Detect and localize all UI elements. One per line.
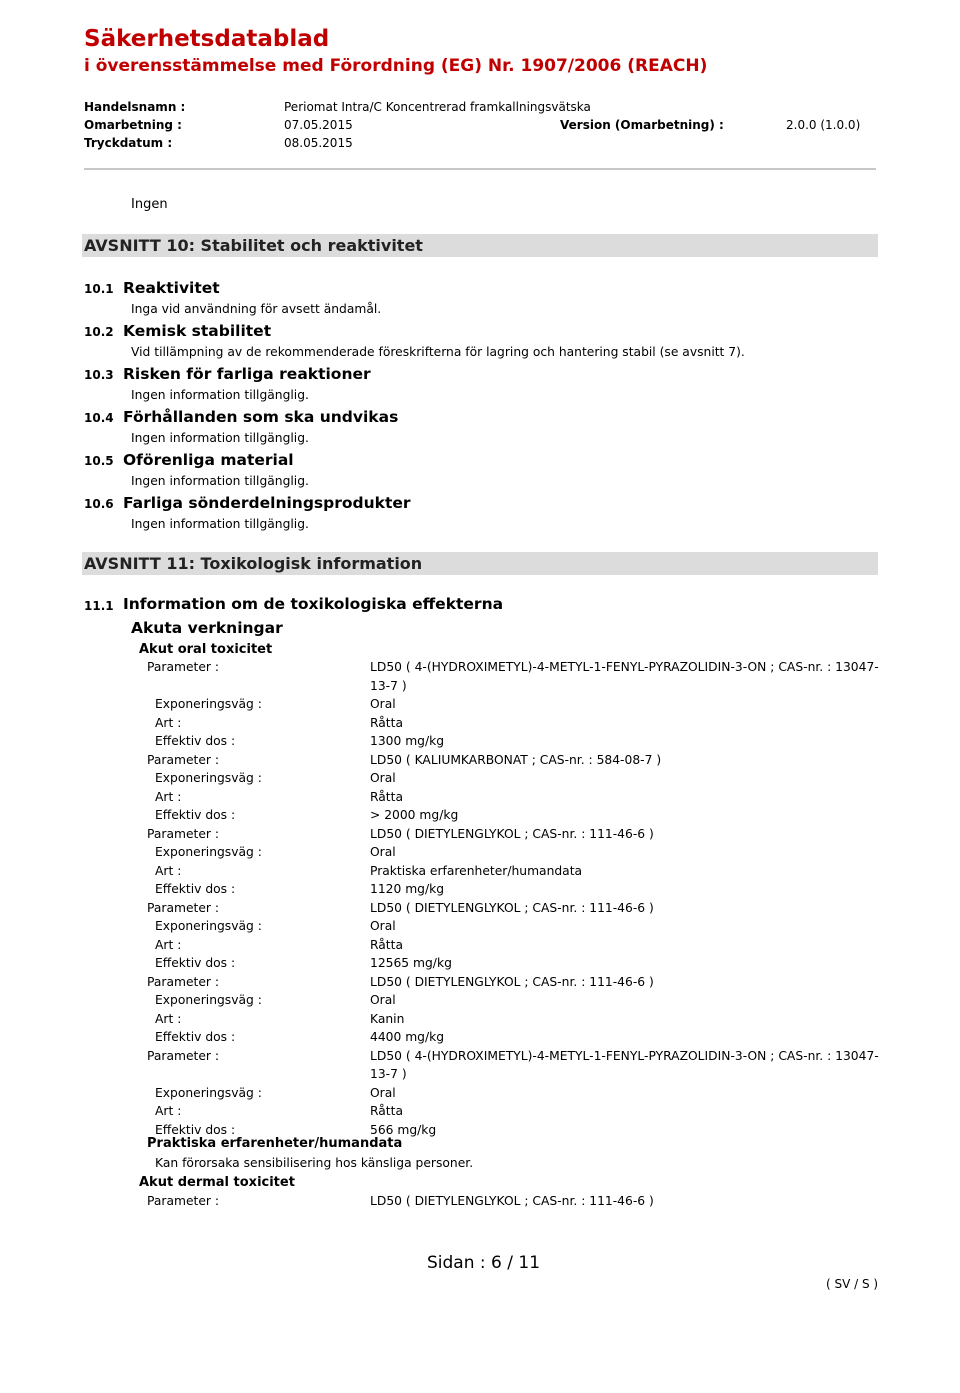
subsection-number: 10.1 [84,282,114,296]
parameter-value-cont: 13-7 ) [370,679,407,693]
parameter-label: Parameter : [147,660,220,674]
trade-name-value: Periomat Intra/C Koncentrerad framkallningsvätska [284,100,591,114]
effective-dose-value: 4400 mg/kg [370,1030,445,1044]
exposure-route-value: Oral [370,771,396,785]
document-title: Säkerhetsdatablad [84,26,330,52]
language-code: ( SV / S ) [826,1277,879,1291]
species-label: Art : [155,1012,182,1026]
species-label: Art : [155,864,182,878]
parameter-value: LD50 ( KALIUMKARBONAT ; CAS-nr. : 584-08-7 ) [370,753,662,767]
parameter-value: LD50 ( DIETYLENGLYKOL ; CAS-nr. : 111-46-6 ) [370,975,654,989]
subsection-title: Oförenliga material [123,451,294,469]
exposure-route-value: Oral [370,845,396,859]
subsection-11-1 [84,595,114,614]
subsection-number: 10.6 [84,497,114,511]
species-label: Art : [155,1104,182,1118]
subsection-title: Kemisk stabilitet [123,322,272,340]
subsection-title: Reaktivitet [123,279,220,297]
parameter-value: LD50 ( 4-(HYDROXIMETYL)-4-METYL-1-FENYL-PYRAZOLIDIN-3-ON ; CAS-nr. : 13047- [370,1049,879,1063]
subsection-title: Risken för farliga reaktioner [123,365,371,383]
parameter-value-cont: 13-7 ) [370,1067,407,1081]
revision-date: 07.05.2015 [284,118,353,132]
subsection-number: 10.4 [84,411,114,425]
human-data-text: Kan förorsaka sensibilisering hos känsliga personer. [155,1156,474,1170]
section-10-title: AVSNITT 10: Stabilitet och reaktivitet [84,236,423,255]
exposure-route-label: Exponeringsväg : [155,1086,262,1100]
species-label: Art : [155,938,182,952]
subsection-text: Vid tillämpning av de rekommenderade föreskrifterna för lagring och hantering stabil (se avsnitt 7). [131,345,745,359]
print-date-value: 08.05.2015 [284,136,353,150]
acute-dermal-title: Akut dermal toxicitet [139,1175,295,1190]
parameter-label: Parameter : [147,1049,220,1063]
parameter-value: LD50 ( DIETYLENGLYKOL ; CAS-nr. : 111-46-6 ) [370,901,654,915]
species-value: Kanin [370,1012,405,1026]
species-value: Råtta [370,1104,403,1118]
subsection-text: Inga vid användning för avsett ändamål. [131,302,382,316]
effective-dose-label: Effektiv dos : [155,808,236,822]
species-value: Råtta [370,938,403,952]
effective-dose-value: > 2000 mg/kg [370,808,459,822]
effective-dose-label: Effektiv dos : [155,956,236,970]
print-date-label: Tryckdatum : [84,136,173,150]
parameter-value: LD50 ( 4-(HYDROXIMETYL)-4-METYL-1-FENYL-PYRAZOLIDIN-3-ON ; CAS-nr. : 13047- [370,660,879,674]
parameter-value: LD50 ( DIETYLENGLYKOL ; CAS-nr. : 111-46-6 ) [370,827,654,841]
revision-label: Omarbetning : [84,118,182,132]
effective-dose-label: Effektiv dos : [155,1030,236,1044]
subsection-number: 10.2 [84,325,114,339]
subsection-number: 10.3 [84,368,114,382]
subsection-text: Ingen information tillgänglig. [131,474,309,488]
parameter-label: Parameter : [147,827,220,841]
exposure-route-label: Exponeringsväg : [155,919,262,933]
subsection-number: 11.1 [84,599,114,613]
exposure-route-label: Exponeringsväg : [155,993,262,1007]
subsection-text: Ingen information tillgänglig. [131,517,309,531]
subsection-title: Förhållanden som ska undvikas [123,408,399,426]
species-value: Råtta [370,790,403,804]
header-divider [84,168,876,170]
subsection-title: Farliga sönderdelningsprodukter [123,494,411,512]
version-label: Version (Omarbetning) : [560,118,724,132]
effective-dose-value: 1300 mg/kg [370,734,445,748]
exposure-route-value: Oral [370,919,396,933]
acute-effects-title: Akuta verkningar [131,619,283,637]
acute-oral-title: Akut oral toxicitet [139,642,273,657]
effective-dose-label: Effektiv dos : [155,734,236,748]
exposure-route-label: Exponeringsväg : [155,845,262,859]
effective-dose-value: 566 mg/kg [370,1123,437,1137]
exposure-route-label: Exponeringsväg : [155,771,262,785]
species-value: Praktiska erfarenheter/humandata [370,864,583,878]
subsection-text: Ingen information tillgänglig. [131,431,309,445]
subsection-11-1-title: Information om de toxikologiska effekterna [123,595,504,613]
exposure-route-value: Oral [370,993,396,1007]
effective-dose-value: 1120 mg/kg [370,882,445,896]
dermal-parameter-value: LD50 ( DIETYLENGLYKOL ; CAS-nr. : 111-46-6 ) [370,1194,654,1208]
species-label: Art : [155,790,182,804]
section-11-title: AVSNITT 11: Toxikologisk information [84,554,423,573]
parameter-label: Parameter : [147,975,220,989]
parameter-label: Parameter : [147,753,220,767]
subsection-text: Ingen information tillgänglig. [131,388,309,402]
page-number: Sidan : 6 / 11 [427,1253,541,1273]
version-value: 2.0.0 (1.0.0) [786,118,861,132]
effective-dose-label: Effektiv dos : [155,1123,236,1137]
subsection-number: 10.5 [84,454,114,468]
species-label: Art : [155,716,182,730]
intro-text: Ingen [131,197,168,212]
exposure-route-value: Oral [370,1086,396,1100]
parameter-label: Parameter : [147,901,220,915]
document-subtitle: i överensstämmelse med Förordning (EG) Nr. 1907/2006 (REACH) [84,56,708,76]
effective-dose-value: 12565 mg/kg [370,956,452,970]
human-data-title: Praktiska erfarenheter/humandata [147,1136,403,1151]
effective-dose-label: Effektiv dos : [155,882,236,896]
trade-name-label: Handelsnamn : [84,100,186,114]
dermal-parameter-label: Parameter : [147,1194,220,1208]
species-value: Råtta [370,716,403,730]
exposure-route-label: Exponeringsväg : [155,697,262,711]
exposure-route-value: Oral [370,697,396,711]
